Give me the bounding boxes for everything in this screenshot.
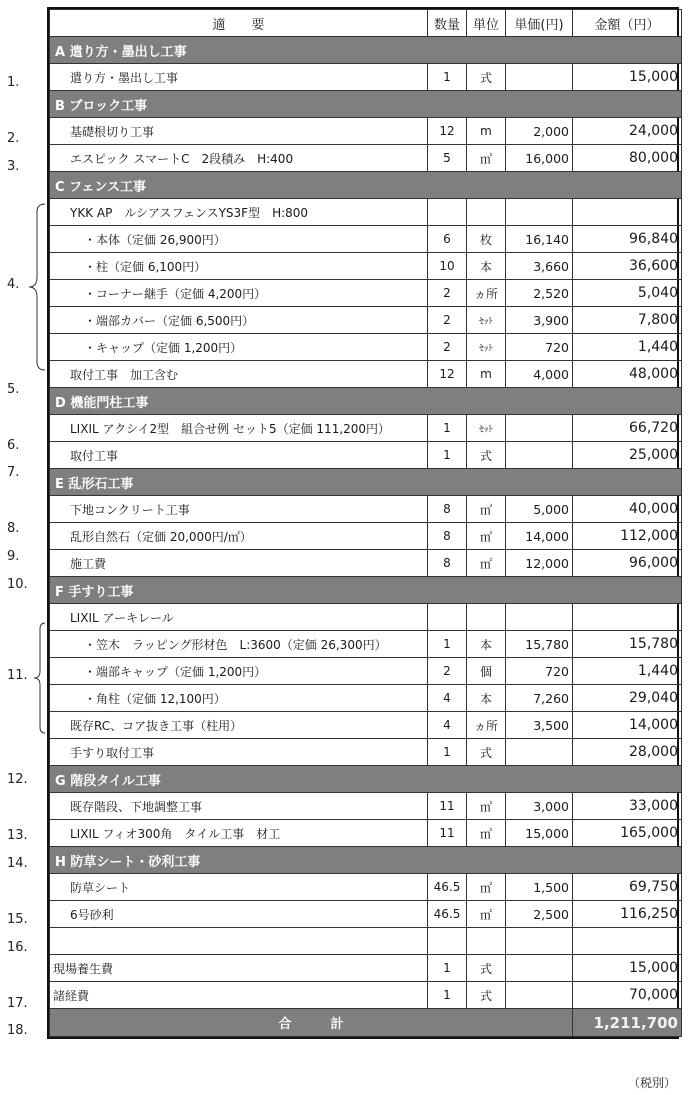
item-description: ・笠木 ラッピング形材色 L:3600（定価 26,300円） [50,631,428,658]
group-number-11: 11. [7,668,28,683]
item-amount: 80,000 [573,145,682,172]
item-quantity: 10 [428,253,467,280]
item-unit-price: 3,660 [506,253,573,280]
section-title: A 遣り方・墨出し工事 [50,37,682,64]
group-number-4: 4. [7,277,20,292]
line-item-row [50,145,682,172]
line-item-row [50,631,682,658]
item-description: ・端部カバー（定価 6,500円） [50,307,428,334]
line-item-row [50,118,682,145]
item-quantity: 46.5 [428,874,467,901]
item-quantity: 2 [428,280,467,307]
item-quantity: 1 [428,415,467,442]
item-amount: 15,000 [573,64,682,91]
item-quantity: 2 [428,334,467,361]
item-description: 現場養生費 [50,955,428,982]
item-description: エスピック スマートC 2段積み H:400 [50,145,428,172]
header-unit-price: 単価(円) [506,10,573,37]
item-unit: ㎡ [467,496,506,523]
item-amount: 15,000 [573,955,682,982]
item-amount: 1,440 [573,658,682,685]
line-item-row [50,982,682,1009]
item-unit-price: 720 [506,658,573,685]
item-unit: ㎡ [467,523,506,550]
item-unit: ヵ所 [467,280,506,307]
item-description: 取付工事 [50,442,428,469]
section-header [50,37,682,64]
item-unit: 本 [467,685,506,712]
item-amount: 96,840 [573,226,682,253]
item-unit: ｾｯﾄ [467,334,506,361]
item-unit-price [506,442,573,469]
item-description: LIXIL フィオ300角 タイル工事 材工 [50,820,428,847]
item-amount: 5,040 [573,280,682,307]
item-unit: 本 [467,631,506,658]
item-unit-price: 16,000 [506,145,573,172]
item-unit: m [467,118,506,145]
row-number: 12. [7,772,28,788]
item-amount: 66,720 [573,415,682,442]
item-quantity: 1 [428,739,467,766]
section-header [50,91,682,118]
item-quantity [428,604,467,631]
item-unit-price: 5,000 [506,496,573,523]
empty-cell [467,928,506,955]
table-header-row [50,10,682,37]
item-description: 防草シート [50,874,428,901]
item-unit: ㎡ [467,874,506,901]
line-item-row [50,361,682,388]
item-unit-price [506,64,573,91]
row-number: 5. [7,381,20,397]
row-number: 1. [7,74,20,90]
estimate-table [47,7,679,1039]
section-title: F 手すり工事 [50,577,682,604]
item-unit: ㎡ [467,820,506,847]
item-amount: 24,000 [573,118,682,145]
item-quantity: 4 [428,685,467,712]
item-amount: 14,000 [573,712,682,739]
item-unit: 式 [467,64,506,91]
header-amount: 金額（円） [573,10,682,37]
item-unit-price [506,415,573,442]
item-amount [573,199,682,226]
line-item-row [50,712,682,739]
row-number: 2. [7,130,20,146]
section-title: G 階段タイル工事 [50,766,682,793]
item-amount: 15,780 [573,631,682,658]
item-amount: 40,000 [573,496,682,523]
item-amount: 7,800 [573,307,682,334]
row-number: 7. [7,465,20,481]
section-header [50,172,682,199]
brace-group-4-icon [25,203,47,371]
item-quantity: 12 [428,118,467,145]
section-title: H 防草シート・砂利工事 [50,847,682,874]
item-amount: 29,040 [573,685,682,712]
item-unit-price: 1,500 [506,874,573,901]
header-description: 適 要 [50,10,428,37]
item-description: ・柱（定価 6,100円） [50,253,428,280]
item-unit-price: 7,260 [506,685,573,712]
item-quantity: 11 [428,820,467,847]
item-description: ・本体（定価 26,900円） [50,226,428,253]
item-unit-price [506,982,573,1009]
line-item-row [50,253,682,280]
section-title: C フェンス工事 [50,172,682,199]
line-item-row [50,820,682,847]
item-description: YKK AP ルシアスフェンスYS3F型 H:800 [50,199,428,226]
item-unit-price: 15,780 [506,631,573,658]
item-unit-price: 3,900 [506,307,573,334]
item-description: 既存階段、下地調整工事 [50,793,428,820]
item-description: ・端部キャップ（定価 1,200円） [50,658,428,685]
row-number: 17. [7,995,28,1011]
row-number: 6. [7,437,20,453]
item-amount: 96,000 [573,550,682,577]
item-quantity: 6 [428,226,467,253]
line-item-row [50,334,682,361]
item-unit: 式 [467,739,506,766]
row-number: 10. [7,577,28,592]
item-unit-price: 14,000 [506,523,573,550]
section-title: E 乱形石工事 [50,469,682,496]
item-unit-price: 720 [506,334,573,361]
item-unit: 式 [467,982,506,1009]
item-unit-price [506,955,573,982]
item-unit-price [506,604,573,631]
item-description: 施工費 [50,550,428,577]
item-amount [573,604,682,631]
item-unit: ㎡ [467,550,506,577]
item-quantity: 1 [428,64,467,91]
item-amount: 33,000 [573,793,682,820]
item-description: ・キャップ（定価 1,200円） [50,334,428,361]
item-unit-price: 4,000 [506,361,573,388]
item-unit-price: 15,000 [506,820,573,847]
header-unit: 単位 [467,10,506,37]
item-unit [467,604,506,631]
total-amount: 1,211,700 [573,1009,682,1037]
item-unit: 個 [467,658,506,685]
line-item-row [50,415,682,442]
item-amount: 1,440 [573,334,682,361]
item-unit: 枚 [467,226,506,253]
item-unit-price: 2,000 [506,118,573,145]
item-quantity: 4 [428,712,467,739]
line-item-row [50,226,682,253]
item-description: 遣り方・墨出し工事 [50,64,428,91]
item-description: 取付工事 加工含む [50,361,428,388]
item-unit-price: 3,500 [506,712,573,739]
line-item-row [50,442,682,469]
line-item-row [50,280,682,307]
item-unit: ㎡ [467,901,506,928]
row-number: 3. [7,158,20,174]
empty-cell [428,928,467,955]
item-description: 6号砂利 [50,901,428,928]
item-quantity: 1 [428,982,467,1009]
item-unit-price [506,199,573,226]
item-unit: 式 [467,955,506,982]
row-number: 16. [7,939,28,955]
line-item-row [50,523,682,550]
item-unit: 本 [467,253,506,280]
item-unit: ㎡ [467,793,506,820]
tax-note: （税別） [627,1076,676,1090]
item-amount: 48,000 [573,361,682,388]
item-unit: m [467,361,506,388]
item-unit-price [506,739,573,766]
section-header [50,577,682,604]
item-quantity: 1 [428,955,467,982]
section-header [50,388,682,415]
item-quantity [428,199,467,226]
item-unit: ヵ所 [467,712,506,739]
empty-cell [573,928,682,955]
item-quantity: 5 [428,145,467,172]
item-description: ・角柱（定価 12,100円） [50,685,428,712]
item-amount: 25,000 [573,442,682,469]
line-item-row [50,658,682,685]
line-item-row [50,901,682,928]
item-unit-price: 12,000 [506,550,573,577]
item-description: LIXIL アーキレール [50,604,428,631]
line-item-row [50,739,682,766]
total-row [50,1009,682,1037]
item-description: 基礎根切り工事 [50,118,428,145]
item-unit [467,199,506,226]
item-description: 既存RC、コア抜き工事（柱用） [50,712,428,739]
item-unit: ｾｯﾄ [467,307,506,334]
item-quantity: 11 [428,793,467,820]
item-amount: 112,000 [573,523,682,550]
line-item-row [50,685,682,712]
empty-cell [50,928,428,955]
line-item-row [50,550,682,577]
item-quantity: 2 [428,307,467,334]
item-amount: 165,000 [573,820,682,847]
header-quantity: 数量 [428,10,467,37]
item-description: 乱形自然石（定価 20,000円/㎡） [50,523,428,550]
brace-group-11-icon [31,622,47,734]
item-amount: 36,600 [573,253,682,280]
item-quantity: 1 [428,631,467,658]
item-unit: ｾｯﾄ [467,415,506,442]
row-number: 8. [7,521,20,537]
item-quantity: 8 [428,550,467,577]
item-description: ・コーナー継手（定価 4,200円） [50,280,428,307]
item-description: 諸経費 [50,982,428,1009]
section-title: D 機能門柱工事 [50,388,682,415]
item-unit: ㎡ [467,145,506,172]
row-number: 13. [7,828,28,844]
section-header [50,847,682,874]
row-number: 9. [7,549,20,565]
line-item-row [50,307,682,334]
item-unit: 式 [467,442,506,469]
item-description: 下地コンクリート工事 [50,496,428,523]
item-quantity: 2 [428,658,467,685]
section-header [50,469,682,496]
row-number: 15. [7,911,28,927]
item-quantity: 46.5 [428,901,467,928]
line-item-row [50,955,682,982]
line-item-row [50,199,682,226]
empty-cell [506,928,573,955]
section-header [50,766,682,793]
item-unit-price: 2,500 [506,901,573,928]
row-number: 14. [7,856,28,871]
line-item-row [50,496,682,523]
item-quantity: 1 [428,442,467,469]
item-quantity: 12 [428,361,467,388]
line-item-row [50,874,682,901]
section-title: B ブロック工事 [50,91,682,118]
line-item-row [50,793,682,820]
item-quantity: 8 [428,496,467,523]
item-unit-price: 16,140 [506,226,573,253]
item-amount: 70,000 [573,982,682,1009]
blank-row [50,928,682,955]
total-label: 合 計 [50,1009,573,1037]
row-number: 18. [7,1023,28,1039]
item-unit-price: 2,520 [506,280,573,307]
item-amount: 69,750 [573,874,682,901]
item-quantity: 8 [428,523,467,550]
line-item-row [50,64,682,91]
item-description: LIXIL アクシイ2型 組合せ例 セット5（定価 111,200円） [50,415,428,442]
line-item-row [50,604,682,631]
item-amount: 28,000 [573,739,682,766]
item-amount: 116,250 [573,901,682,928]
item-description: 手すり取付工事 [50,739,428,766]
item-unit-price: 3,000 [506,793,573,820]
